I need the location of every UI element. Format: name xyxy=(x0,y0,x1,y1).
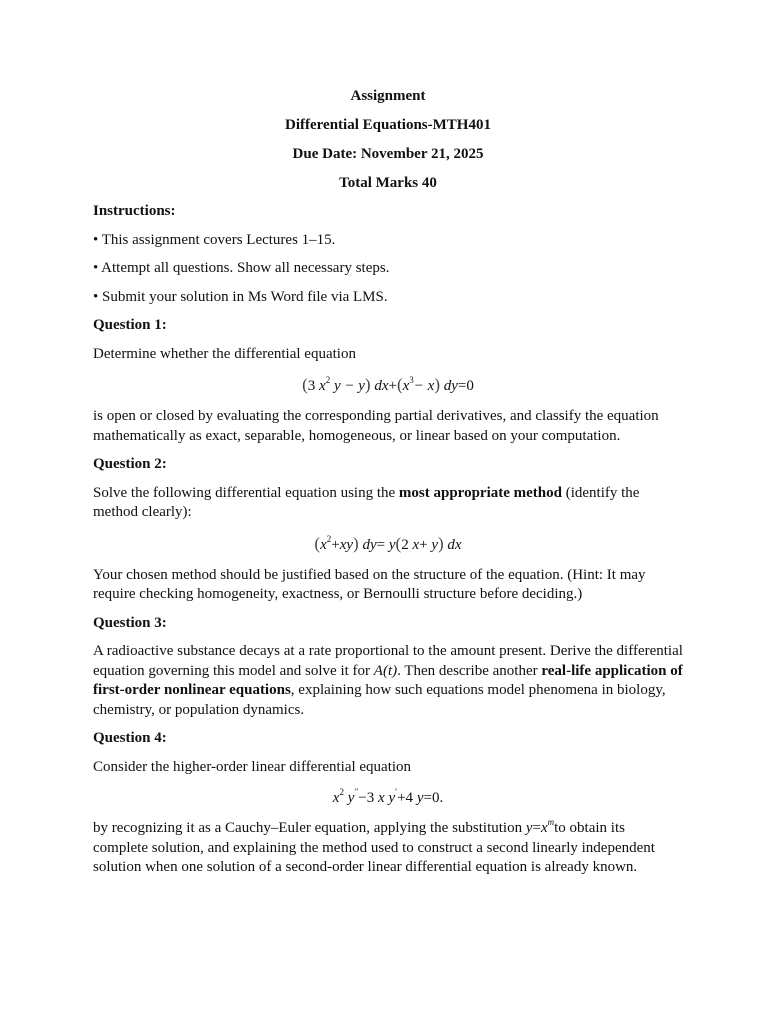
question-2-intro-start: Solve the following differential equation using the xyxy=(93,484,399,501)
instruction-item: • This assignment covers Lectures 1–15. xyxy=(93,231,336,248)
question-2-equation: $(x^2+xy)$ dy= y(2 x+ y) dx xyxy=(314,533,462,553)
question-3-heading: Question 3: xyxy=(93,614,167,631)
question-3-text-end: , explaining how such equations model phenomena in biology, chemistry, or population dynamics. xyxy=(93,682,666,718)
question-1-equation: (3 $x^2$ y − y) $dx+(x^3- x)$ dy=0 xyxy=(302,375,474,394)
question-1-body: is open or closed by evaluating the corresponding partial derivatives, and classify the equation mathematically as exact, separable, homogeneous, or linear based on your computation. xyxy=(93,408,659,444)
question-4-text-start: by recognizing it as a Cauchy–Euler equation, applying the substitution xyxy=(93,820,526,836)
course-title: Differential Equations-MTH401 xyxy=(285,117,491,133)
question-2-heading: Question 2: xyxy=(93,456,167,472)
question-3-text-bold: real-life application of first-order nonlinear equations xyxy=(93,662,683,698)
instruction-item: • Submit your solution in Ms Word file via LMS. xyxy=(93,288,388,305)
total-marks: Total Marks 40 xyxy=(339,175,437,191)
question-4-intro: Consider the higher-order linear differential equation xyxy=(93,758,412,775)
question-2-body: Your chosen method should be justified based on the structure of the equation. (Hint: It may require checking homogeneity, exactness, or Bernoulli structure before deciding.) xyxy=(93,566,646,602)
document-title: Assignment xyxy=(350,88,426,104)
question-1-heading: Question 1: xyxy=(93,317,167,333)
question-2-intro-end: (identify the method clearly): xyxy=(93,484,640,520)
question-1-intro: Determine whether the differential equation xyxy=(93,345,356,362)
instructions-heading: Instructions: xyxy=(93,203,176,219)
question-4-heading: Question 4: xyxy=(93,730,167,746)
question-4-substitution: $y=x^m$ xyxy=(525,817,555,836)
question-3-math: A(t) xyxy=(373,662,398,679)
due-date: Due Date: November 21, 2025 xyxy=(292,146,484,162)
instruction-item: • Attempt all questions. Show all necessary steps. xyxy=(93,260,390,276)
question-4-equation: $x^2$ y′′−3 x y′+4 y=0. xyxy=(332,787,444,806)
question-3-text-mid: . Then describe another xyxy=(397,662,542,679)
question-2-intro xyxy=(93,484,683,523)
question-4-text-end: to obtain its complete solution, and explaining the method used to construct a second linearly independent solution when one solution of a second-order linear differential equation is already known. xyxy=(93,820,655,875)
assignment-document xyxy=(93,86,683,878)
question-3-body xyxy=(93,642,683,720)
question-3-text-start: A radioactive substance decays at a rate proportional to the amount present. Derive the differential equation governing this model and solve it for xyxy=(93,643,683,679)
question-2-intro-bold: most appropriate method xyxy=(398,484,562,501)
question-4-body xyxy=(93,819,683,878)
